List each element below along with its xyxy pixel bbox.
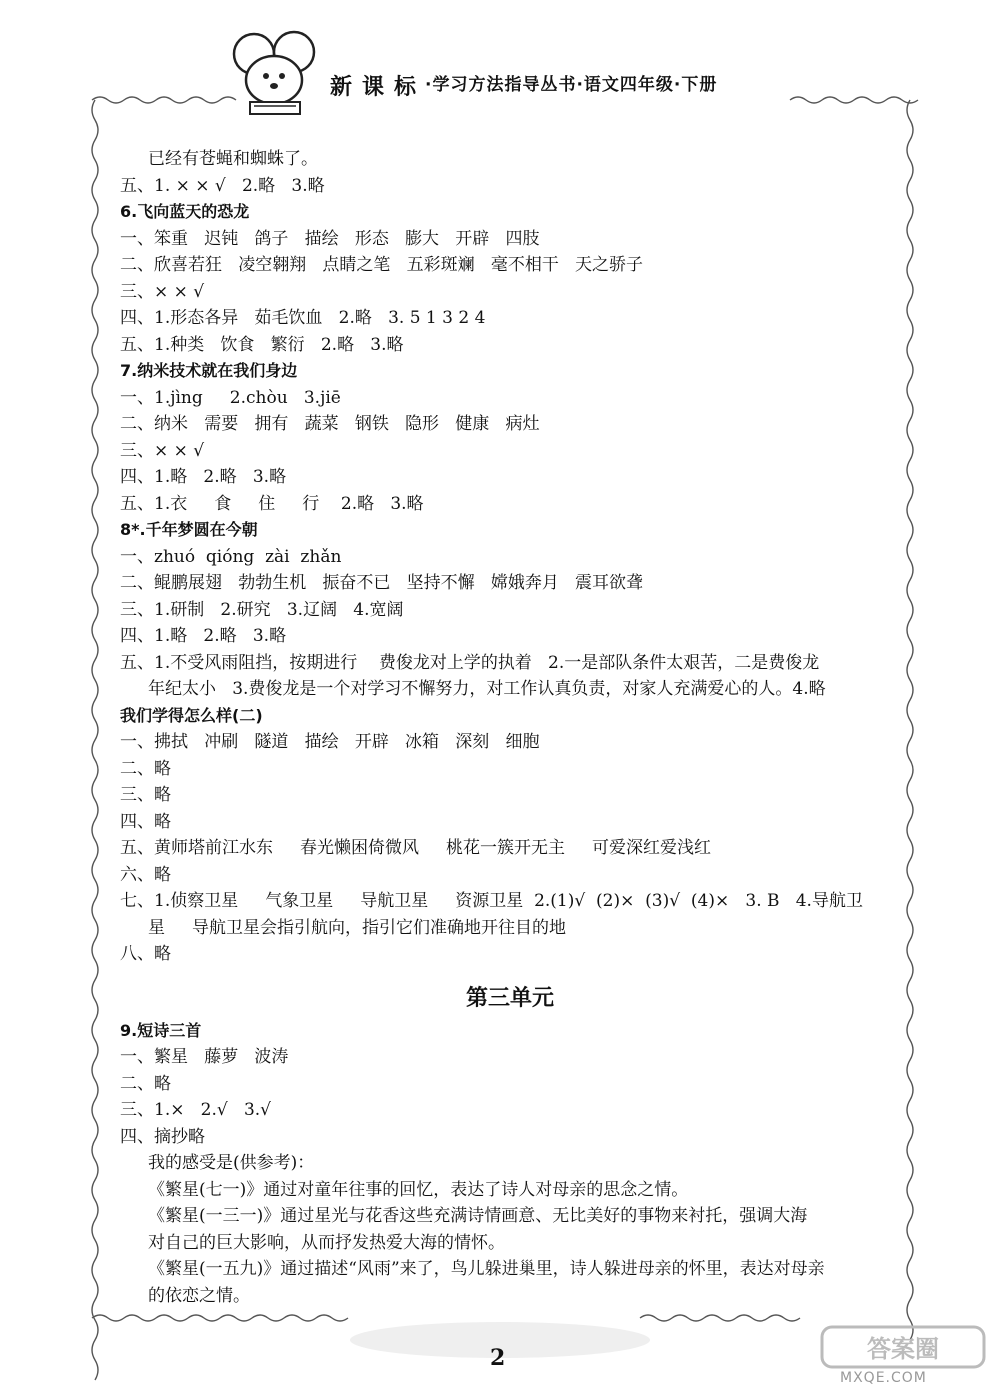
mouse-mascot-icon	[228, 28, 328, 118]
answer-line: 五、1.衣 食 住 行 2.略 3.略	[120, 493, 424, 514]
answer-line: 七、1.侦察卫星 气象卫星 导航卫星 资源卫星 2.(1)√ (2)× (3)√ (4)× 3. B 4.导航卫	[120, 891, 863, 911]
answer-line: 星 导航卫星会指引航向，指引它们准确地开往目的地	[148, 917, 567, 938]
answer-line: 我的感受是(供参考)：	[148, 1153, 315, 1173]
answer-list-part-1	[120, 146, 900, 968]
answer-line: 四、1.略 2.略 3.略	[120, 626, 287, 646]
answer-line: 五、1.种类 饮食 繁衍 2.略 3.略	[120, 334, 404, 355]
watermark-url: MXQE.COM	[840, 1370, 927, 1386]
answer-line: 一、zhuó qióng zài zhǎn	[120, 546, 342, 567]
answer-line: 三、略	[120, 785, 171, 805]
answer-line: 六、略	[120, 864, 171, 885]
answer-list-part-2	[120, 1018, 900, 1310]
unit-title: 第三单元	[465, 985, 554, 1011]
answer-line: 三、× × √	[120, 440, 205, 461]
page-number: 2	[490, 1345, 506, 1371]
header-brand: 新课标	[330, 75, 427, 100]
lesson-heading: 9.短诗三首	[120, 1020, 202, 1040]
answer-line: 四、摘抄略	[120, 1126, 205, 1147]
answer-line: 《繁星(七一)》通过对童年往事的回忆，表达了诗人对母亲的思念之情。	[148, 1179, 689, 1200]
answer-line: 一、拂拭 冲刷 隧道 描绘 开辟 冰箱 深刻 细胞	[120, 732, 540, 752]
answer-line: 五、1. × × √ 2.略 3.略	[120, 175, 325, 196]
answer-line: 的依恋之情。	[148, 1285, 250, 1306]
answer-line: 《繁星(一五九)》通过描述“风雨”来了，鸟儿躲进巢里，诗人躲进母亲的怀里，表达对母亲	[148, 1259, 825, 1279]
answer-line: 四、1.略 2.略 3.略	[120, 467, 287, 487]
lesson-heading: 我们学得怎么样(二)	[120, 705, 263, 725]
answer-line: 四、1.形态各异 茹毛饮血 2.略 3. 5 1 3 2 4	[120, 308, 486, 328]
answer-line: 二、鲲鹏展翅 勃勃生机 振奋不已 坚持不懈 嫦娥奔月 震耳欲聋	[120, 573, 644, 593]
answer-line: 八、略	[120, 944, 171, 964]
answer-line: 一、1.jìng 2.chòu 3.jiē	[120, 387, 341, 408]
header-series-title: ·学习方法指导丛书·语文四年级·下册	[425, 75, 718, 95]
answer-line: 四、略	[120, 811, 171, 832]
lesson-heading: 7.纳米技术就在我们身边	[120, 361, 298, 380]
answer-line: 二、欣喜若狂 凌空翱翔 点睛之笔 五彩斑斓 毫不相干 天之骄子	[120, 255, 644, 275]
answer-line: 五、1.不受风雨阻挡，按期进行 费俊龙对上学的执着 2.一是部队条件太艰苦，二是费俊龙	[120, 652, 820, 673]
lesson-heading: 6.飞向蓝天的恐龙	[120, 202, 250, 221]
answer-content	[120, 146, 900, 1309]
answer-line: 《繁星(一三一)》通过星光与花香这些充满诗情画意、无比美好的事物来衬托，强调大海	[148, 1206, 808, 1226]
answer-line: 三、1.× 2.√ 3.√	[120, 1100, 271, 1120]
answer-line: 三、× × √	[120, 281, 205, 302]
answer-line: 二、略	[120, 1073, 171, 1094]
watermark-logo-text: 答案圈	[867, 1335, 939, 1363]
answer-line: 一、笨重 迟钝 鸽子 描绘 形态 膨大 开辟 四肢	[120, 228, 540, 249]
answer-line: 五、黄师塔前江水东 春光懒困倚微风 桃花一簇开无主 可爱深红爱浅红	[120, 838, 712, 858]
answer-line: 二、略	[120, 758, 171, 779]
answer-line: 年纪太小 3.费俊龙是一个对学习不懈努力，对工作认真负责，对家人充满爱心的人。4.略	[148, 679, 826, 699]
answer-line: 对自己的巨大影响，从而抒发热爱大海的情怀。	[148, 1232, 505, 1253]
answer-line: 已经有苍蝇和蜘蛛了。	[148, 149, 318, 169]
answer-line: 三、1.研制 2.研究 3.辽阔 4.宽阔	[120, 599, 404, 620]
answer-line: 一、繁星 藤萝 波涛	[120, 1047, 289, 1067]
answer-line: 二、纳米 需要 拥有 蔬菜 钢铁 隐形 健康 病灶	[120, 414, 540, 434]
lesson-heading: 8*.千年梦圆在今朝	[120, 520, 258, 539]
